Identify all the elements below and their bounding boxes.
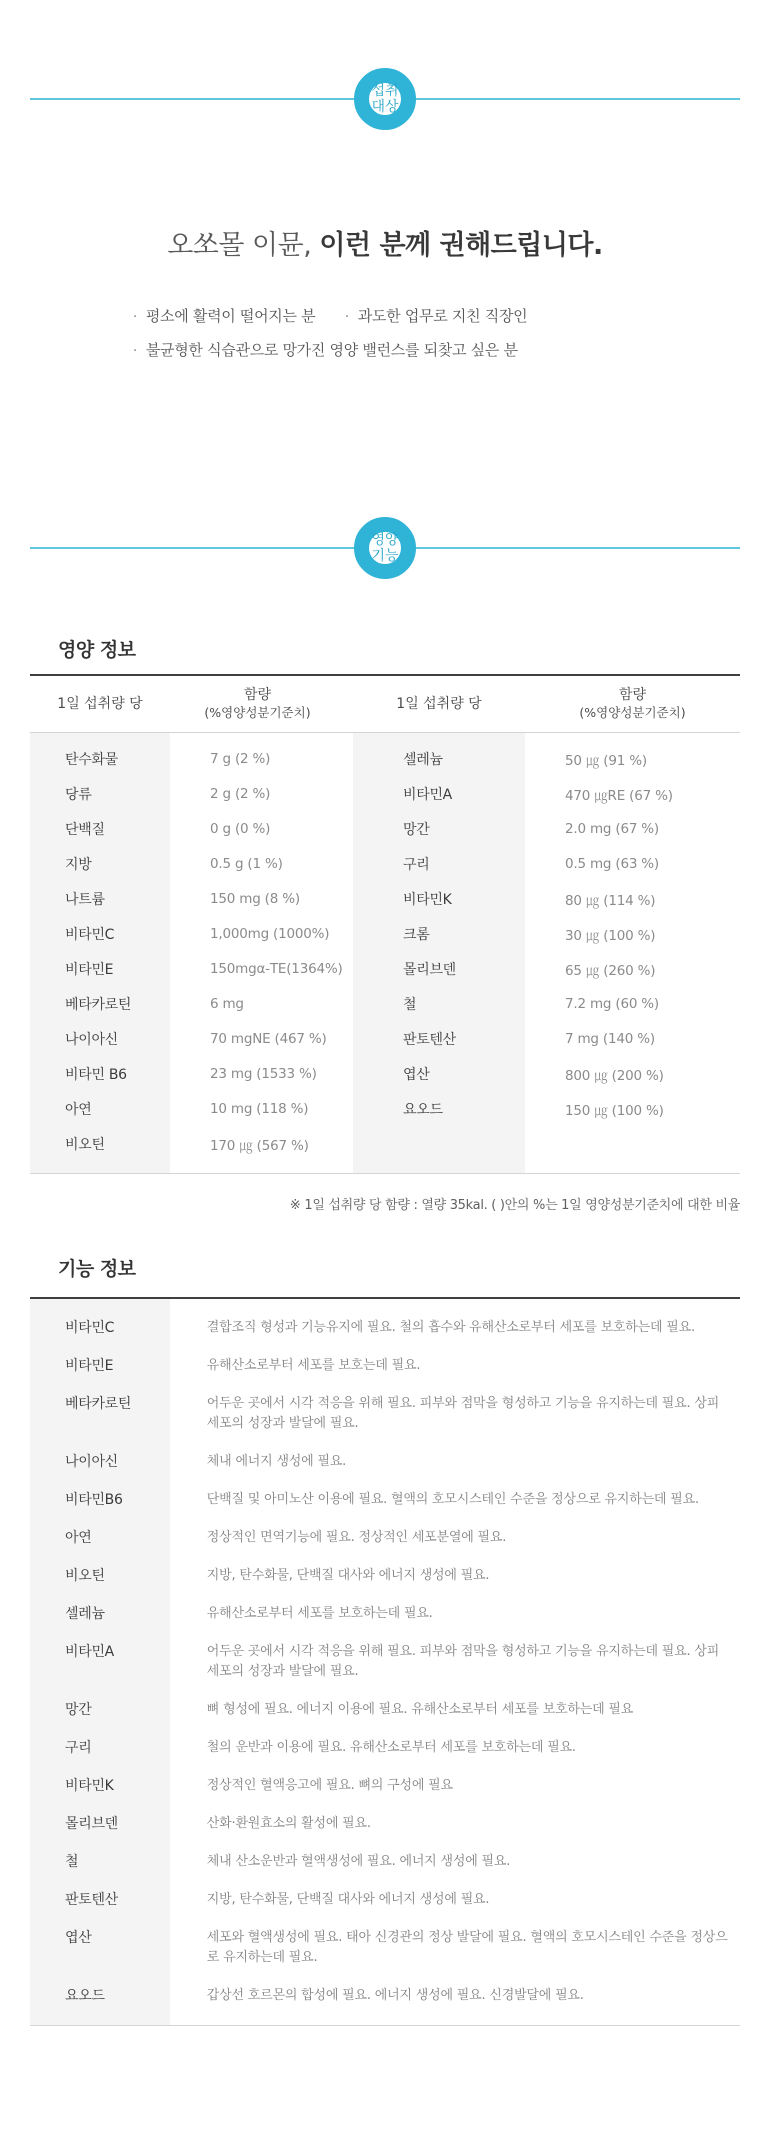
- nutrition-info-title: 영양 정보: [58, 639, 136, 661]
- nutrient-value: 0 g (0 %): [210, 820, 271, 837]
- nutrient-name: 비오틴: [65, 1136, 105, 1153]
- table-row: [30, 1557, 740, 1595]
- nutrient-name: 나트륨: [65, 891, 105, 908]
- nutrient-value: 7 mg (140 %): [565, 1030, 655, 1047]
- bullet-icon: ·: [133, 310, 137, 325]
- nutrient-name: 비타민C: [65, 1320, 115, 1336]
- nutrient-name: 셀레늄: [65, 1606, 105, 1622]
- table-row: [30, 1481, 740, 1519]
- table-row: [30, 1881, 740, 1919]
- nutrient-value: 6 mg: [210, 995, 244, 1012]
- nutrient-name: 셀레늄: [403, 751, 443, 768]
- nutrient-name: 크롬: [403, 926, 430, 943]
- nutrient-name: 단백질: [65, 821, 105, 838]
- nutrient-value: 7.2 mg (60 %): [565, 995, 660, 1012]
- nutrient-value: 65 ㎍ (260 %): [565, 962, 656, 979]
- table-row: [30, 1843, 740, 1881]
- nutrient-name: 베타카로틴: [65, 1396, 132, 1412]
- recommendation-heading-bold: 이런 분께 권해드립니다.: [319, 230, 603, 261]
- product-name: 오쏘몰 이뮨,: [167, 230, 320, 261]
- function-info-title: 기능 정보: [58, 1258, 136, 1280]
- table-row: [30, 1767, 740, 1805]
- nutrient-name: 지방: [65, 856, 92, 873]
- nutrient-function-description: 정상적인 면역기능에 필요. 정상적인 세포분열에 필요.: [206, 1530, 507, 1545]
- nutrient-value: 0.5 mg (63 %): [565, 855, 660, 872]
- nutrient-value: 170 ㎍ (567 %): [210, 1137, 309, 1154]
- bullet-icon: ·: [133, 344, 137, 359]
- nutrient-function-description: 철의 운반과 이용에 필요. 유해산소로부터 세포를 보호하는데 필요.: [206, 1740, 576, 1755]
- nutrient-name: 엽산: [65, 1930, 92, 1946]
- nutrient-name: 망간: [65, 1702, 92, 1718]
- nutrient-name: 철: [403, 996, 417, 1013]
- nutrient-name: 망간: [403, 821, 430, 838]
- table-row: [30, 811, 740, 846]
- nutrition-function-badge-section: [0, 502, 770, 594]
- table-row: [30, 776, 740, 811]
- list-item: · 과도한 업무로 지친 직장인: [345, 307, 528, 325]
- nutrition-table-body: [30, 733, 740, 1174]
- nutrient-function-description: 결합조직 형성과 기능유지에 필요. 철의 흡수와 유해산소로부터 세포를 보호하는데 필요.: [206, 1320, 695, 1335]
- table-row: [30, 1443, 740, 1481]
- nutrient-value: 150 ㎍ (100 %): [565, 1102, 664, 1119]
- nutrient-name: 나이아신: [65, 1031, 118, 1048]
- table-row: [30, 1309, 740, 1347]
- table-row: [30, 1056, 740, 1091]
- column-header-serving: 1일 섭취량 당: [57, 696, 143, 712]
- table-row: [30, 1347, 740, 1385]
- table-row: [30, 1091, 740, 1126]
- table-row: [30, 881, 740, 916]
- table-row: [30, 1919, 740, 1977]
- nutrient-value: 23 mg (1533 %): [210, 1065, 317, 1082]
- nutrient-name: 비타민C: [65, 926, 115, 943]
- nutrition-table: [30, 674, 740, 1174]
- table-row: [30, 1021, 740, 1056]
- recommended-audience-list: [133, 300, 653, 368]
- recommendation-heading: [0, 227, 770, 265]
- nutrient-value: 7 g (2 %): [210, 750, 271, 767]
- nutrient-value: 80 ㎍ (114 %): [565, 892, 656, 909]
- nutrient-function-description: 유해산소로부터 세포를 보호하는데 필요.: [206, 1606, 433, 1621]
- column-header-serving: 1일 섭취량 당: [396, 696, 482, 712]
- nutrient-name: 몰리브덴: [65, 1816, 118, 1832]
- nutrient-name: 베타카로틴: [65, 996, 132, 1013]
- nutrient-name: 판토텐산: [65, 1892, 118, 1908]
- nutrient-name: 비타민K: [403, 891, 452, 908]
- nutrient-value: 800 ㎍ (200 %): [565, 1067, 664, 1084]
- table-row: [30, 741, 740, 776]
- nutrient-function-description: 정상적인 혈액응고에 필요. 뼈의 구성에 필요: [206, 1778, 453, 1793]
- nutrient-function-description: 세포와 혈액생성에 필요. 태아 신경관의 정상 발달에 필요. 혈액의 호모시스테인 수준을 정상으로 유지하는데 필요.: [206, 1930, 728, 1965]
- nutrient-name: 아연: [65, 1530, 92, 1546]
- function-table: [30, 1297, 740, 2026]
- intake-target-badge-label: 섭취 대상: [371, 83, 399, 115]
- nutrient-name: 비타민E: [65, 961, 114, 978]
- column-header-amount: 함량 (%영양성분기준치): [204, 687, 311, 720]
- table-row: [30, 1691, 740, 1729]
- intake-target-badge-section: [0, 53, 770, 145]
- nutrient-value: 470 ㎍RE (67 %): [565, 787, 673, 804]
- nutrition-function-badge-label: 영양 기능: [371, 532, 399, 564]
- product-detail-page: [0, 53, 770, 2139]
- table-row: [30, 1805, 740, 1843]
- nutrient-value: 1,000mg (1000%): [210, 925, 330, 942]
- list-item: · 불균형한 식습관으로 망가진 영양 밸런스를 되찾고 싶은 분: [133, 341, 518, 359]
- nutrient-value: 0.5 g (1 %): [210, 855, 283, 872]
- nutrition-footnote: ※ 1일 섭취량 당 함량 : 열량 35kal. ( )안의 %는 1일 영양성분기준치에 대한 비율: [289, 1198, 740, 1213]
- nutrient-value: 70 mgNE (467 %): [210, 1030, 327, 1047]
- nutrient-value: 150 mg (8 %): [210, 890, 300, 907]
- nutrition-function-badge: [354, 517, 416, 579]
- table-row: [30, 1126, 740, 1161]
- nutrient-name: 나이아신: [65, 1454, 118, 1470]
- nutrient-value: 10 mg (118 %): [210, 1100, 309, 1117]
- nutrient-name: 탄수화물: [65, 751, 118, 768]
- nutrient-name: 철: [65, 1854, 79, 1870]
- bullet-icon: ·: [345, 310, 349, 325]
- table-row: [30, 951, 740, 986]
- nutrient-name: 비타민E: [65, 1358, 114, 1374]
- nutrient-name: 구리: [403, 856, 430, 873]
- table-row: [30, 1729, 740, 1767]
- nutrient-function-description: 지방, 탄수화물, 단백질 대사와 에너지 생성에 필요.: [206, 1568, 490, 1583]
- list-item: · 평소에 활력이 떨어지는 분: [133, 307, 316, 325]
- bullet-row: [133, 334, 653, 368]
- nutrient-function-description: 체내 에너지 생성에 필요.: [206, 1454, 347, 1469]
- nutrient-name: 비타민A: [65, 1644, 114, 1660]
- nutrient-name: 판토텐산: [403, 1031, 456, 1048]
- table-row: [30, 916, 740, 951]
- nutrient-function-description: 어두운 곳에서 시각 적응을 위해 필요. 피부와 점막을 형성하고 기능을 유지하는데 필요. 상피 세포의 성장과 발달에 필요.: [206, 1396, 720, 1431]
- nutrition-table-header: [30, 676, 740, 733]
- nutrient-value: 30 ㎍ (100 %): [565, 927, 656, 944]
- table-row: [30, 1595, 740, 1633]
- nutrient-name: 비타민B6: [65, 1492, 123, 1508]
- nutrient-name: 비오틴: [65, 1568, 105, 1584]
- nutrient-function-description: 어두운 곳에서 시각 적응을 위해 필요. 피부와 점막을 형성하고 기능을 유지하는데 필요. 상피 세포의 성장과 발달에 필요.: [206, 1644, 720, 1679]
- nutrient-function-description: 뼈 형성에 필요. 에너지 이용에 필요. 유해산소로부터 세포를 보호하는데 필요: [206, 1702, 634, 1717]
- table-row: [30, 1977, 740, 2015]
- bullet-row: [133, 300, 653, 334]
- nutrient-name: 비타민K: [65, 1778, 114, 1794]
- nutrient-value: 2.0 mg (67 %): [565, 820, 660, 837]
- table-row: [30, 846, 740, 881]
- table-row: [30, 1385, 740, 1443]
- nutrient-name: 당류: [65, 786, 92, 803]
- column-header-amount: 함량 (%영양성분기준치): [579, 687, 686, 720]
- nutrient-name: 비타민A: [403, 786, 452, 803]
- nutrient-name: 요오드: [65, 1988, 105, 2004]
- nutrient-function-description: 산화·환원효소의 활성에 필요.: [206, 1816, 371, 1831]
- nutrient-value: 150mgα-TE(1364%): [210, 960, 343, 977]
- nutrient-name: 엽산: [403, 1066, 430, 1083]
- table-row: [30, 986, 740, 1021]
- nutrient-function-description: 체내 산소운반과 혈액생성에 필요. 에너지 생성에 필요.: [206, 1854, 511, 1869]
- nutrient-function-description: 단백질 및 아미노산 이용에 필요. 혈액의 호모시스테인 수준을 정상으로 유지하는데 필요.: [206, 1492, 699, 1507]
- table-row: [30, 1519, 740, 1557]
- nutrient-function-description: 갑상선 호르몬의 합성에 필요. 에너지 생성에 필요. 신경발달에 필요.: [206, 1988, 584, 2003]
- nutrient-value: 2 g (2 %): [210, 785, 271, 802]
- nutrient-name: 몰리브덴: [403, 961, 456, 978]
- nutrient-value: 50 ㎍ (91 %): [565, 752, 647, 769]
- nutrient-function-description: 유해산소로부터 세포를 보호는데 필요.: [206, 1358, 421, 1373]
- intake-target-badge: [354, 68, 416, 130]
- nutrient-name: 아연: [65, 1101, 92, 1118]
- nutrient-name: 구리: [65, 1740, 92, 1756]
- nutrient-name: 요오드: [403, 1101, 443, 1118]
- nutrient-function-description: 지방, 탄수화물, 단백질 대사와 에너지 생성에 필요.: [206, 1892, 490, 1907]
- table-row: [30, 1633, 740, 1691]
- nutrient-name: 비타민 B6: [65, 1066, 127, 1083]
